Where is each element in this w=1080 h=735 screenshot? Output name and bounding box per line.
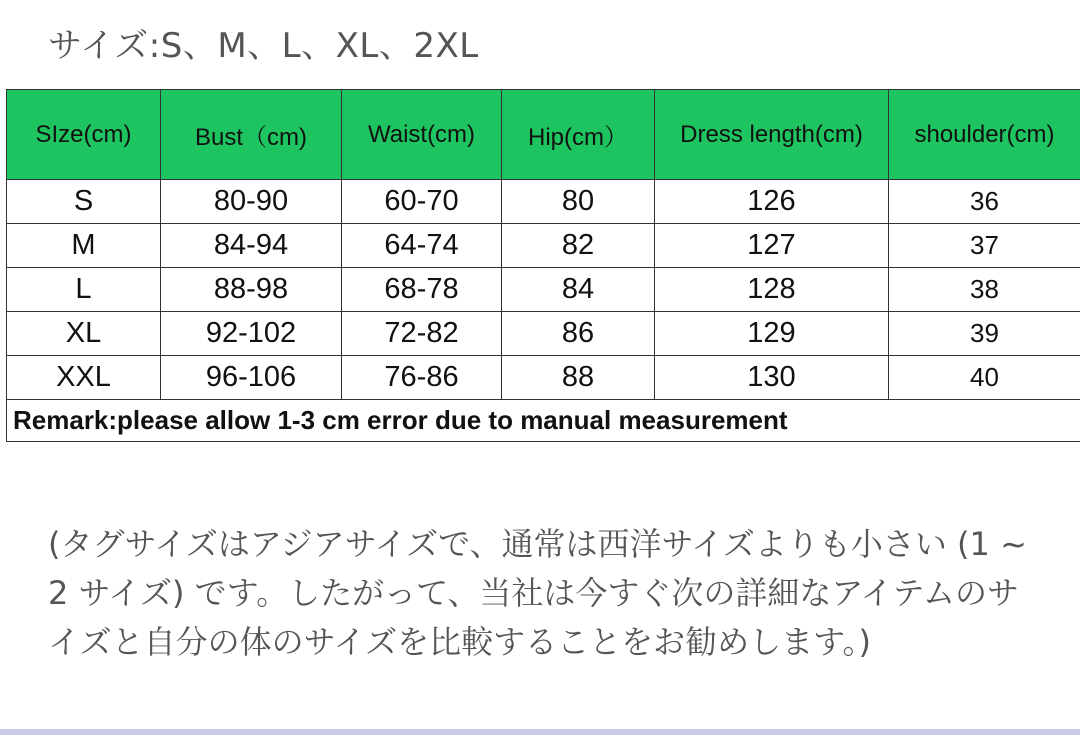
remark-text: Remark:please allow 1-3 cm error due to manual measurement [7, 400, 1080, 442]
remark-row [7, 400, 1080, 442]
cell-waist: 64-74 [342, 224, 502, 268]
cell-size: L [7, 268, 161, 312]
table-row [7, 312, 1080, 356]
cell-size: XXL [7, 356, 161, 400]
cell-size: M [7, 224, 161, 268]
cell-shoulder: 37 [889, 224, 1080, 268]
cell-hip: 80 [502, 180, 655, 224]
cell-dress-length: 127 [655, 224, 889, 268]
cell-shoulder: 38 [889, 268, 1080, 312]
cell-shoulder: 39 [889, 312, 1080, 356]
cell-waist: 72-82 [342, 312, 502, 356]
table-header-row [7, 90, 1080, 180]
cell-shoulder: 36 [889, 180, 1080, 224]
table-row [7, 268, 1080, 312]
cell-waist: 76-86 [342, 356, 502, 400]
cell-waist: 60-70 [342, 180, 502, 224]
size-note: (タグサイズはアジアサイズで、通常は西洋サイズよりも小さい (1 ~ 2 サイズ) です。したがって、当社は今すぐ次の詳細なアイテムのサイズと自分の体のサイズを比較することをお勧めします。) [48, 525, 1027, 661]
table-row [7, 224, 1080, 268]
header-waist: Waist(cm) [342, 90, 502, 180]
header-size: SIze(cm) [7, 90, 161, 180]
cell-bust: 92-102 [161, 312, 342, 356]
header-dress-length: Dress length(cm) [655, 90, 889, 180]
cell-size: XL [7, 312, 161, 356]
cell-bust: 84-94 [161, 224, 342, 268]
cell-bust: 80-90 [161, 180, 342, 224]
header-bust: Bust（cm) [161, 90, 342, 180]
size-list-title: サイズ:S、M、L、XL、2XL [48, 26, 479, 66]
table-row [7, 356, 1080, 400]
cell-hip: 82 [502, 224, 655, 268]
cell-size: S [7, 180, 161, 224]
cell-hip: 88 [502, 356, 655, 400]
size-chart-table [6, 89, 1080, 442]
cell-bust: 88-98 [161, 268, 342, 312]
cell-dress-length: 130 [655, 356, 889, 400]
bottom-divider [0, 729, 1080, 735]
cell-bust: 96-106 [161, 356, 342, 400]
cell-waist: 68-78 [342, 268, 502, 312]
header-shoulder: shoulder(cm) [889, 90, 1080, 180]
cell-hip: 86 [502, 312, 655, 356]
cell-shoulder: 40 [889, 356, 1080, 400]
cell-dress-length: 128 [655, 268, 889, 312]
cell-hip: 84 [502, 268, 655, 312]
table-row [7, 180, 1080, 224]
cell-dress-length: 126 [655, 180, 889, 224]
cell-dress-length: 129 [655, 312, 889, 356]
header-hip: Hip(cm） [502, 90, 655, 180]
